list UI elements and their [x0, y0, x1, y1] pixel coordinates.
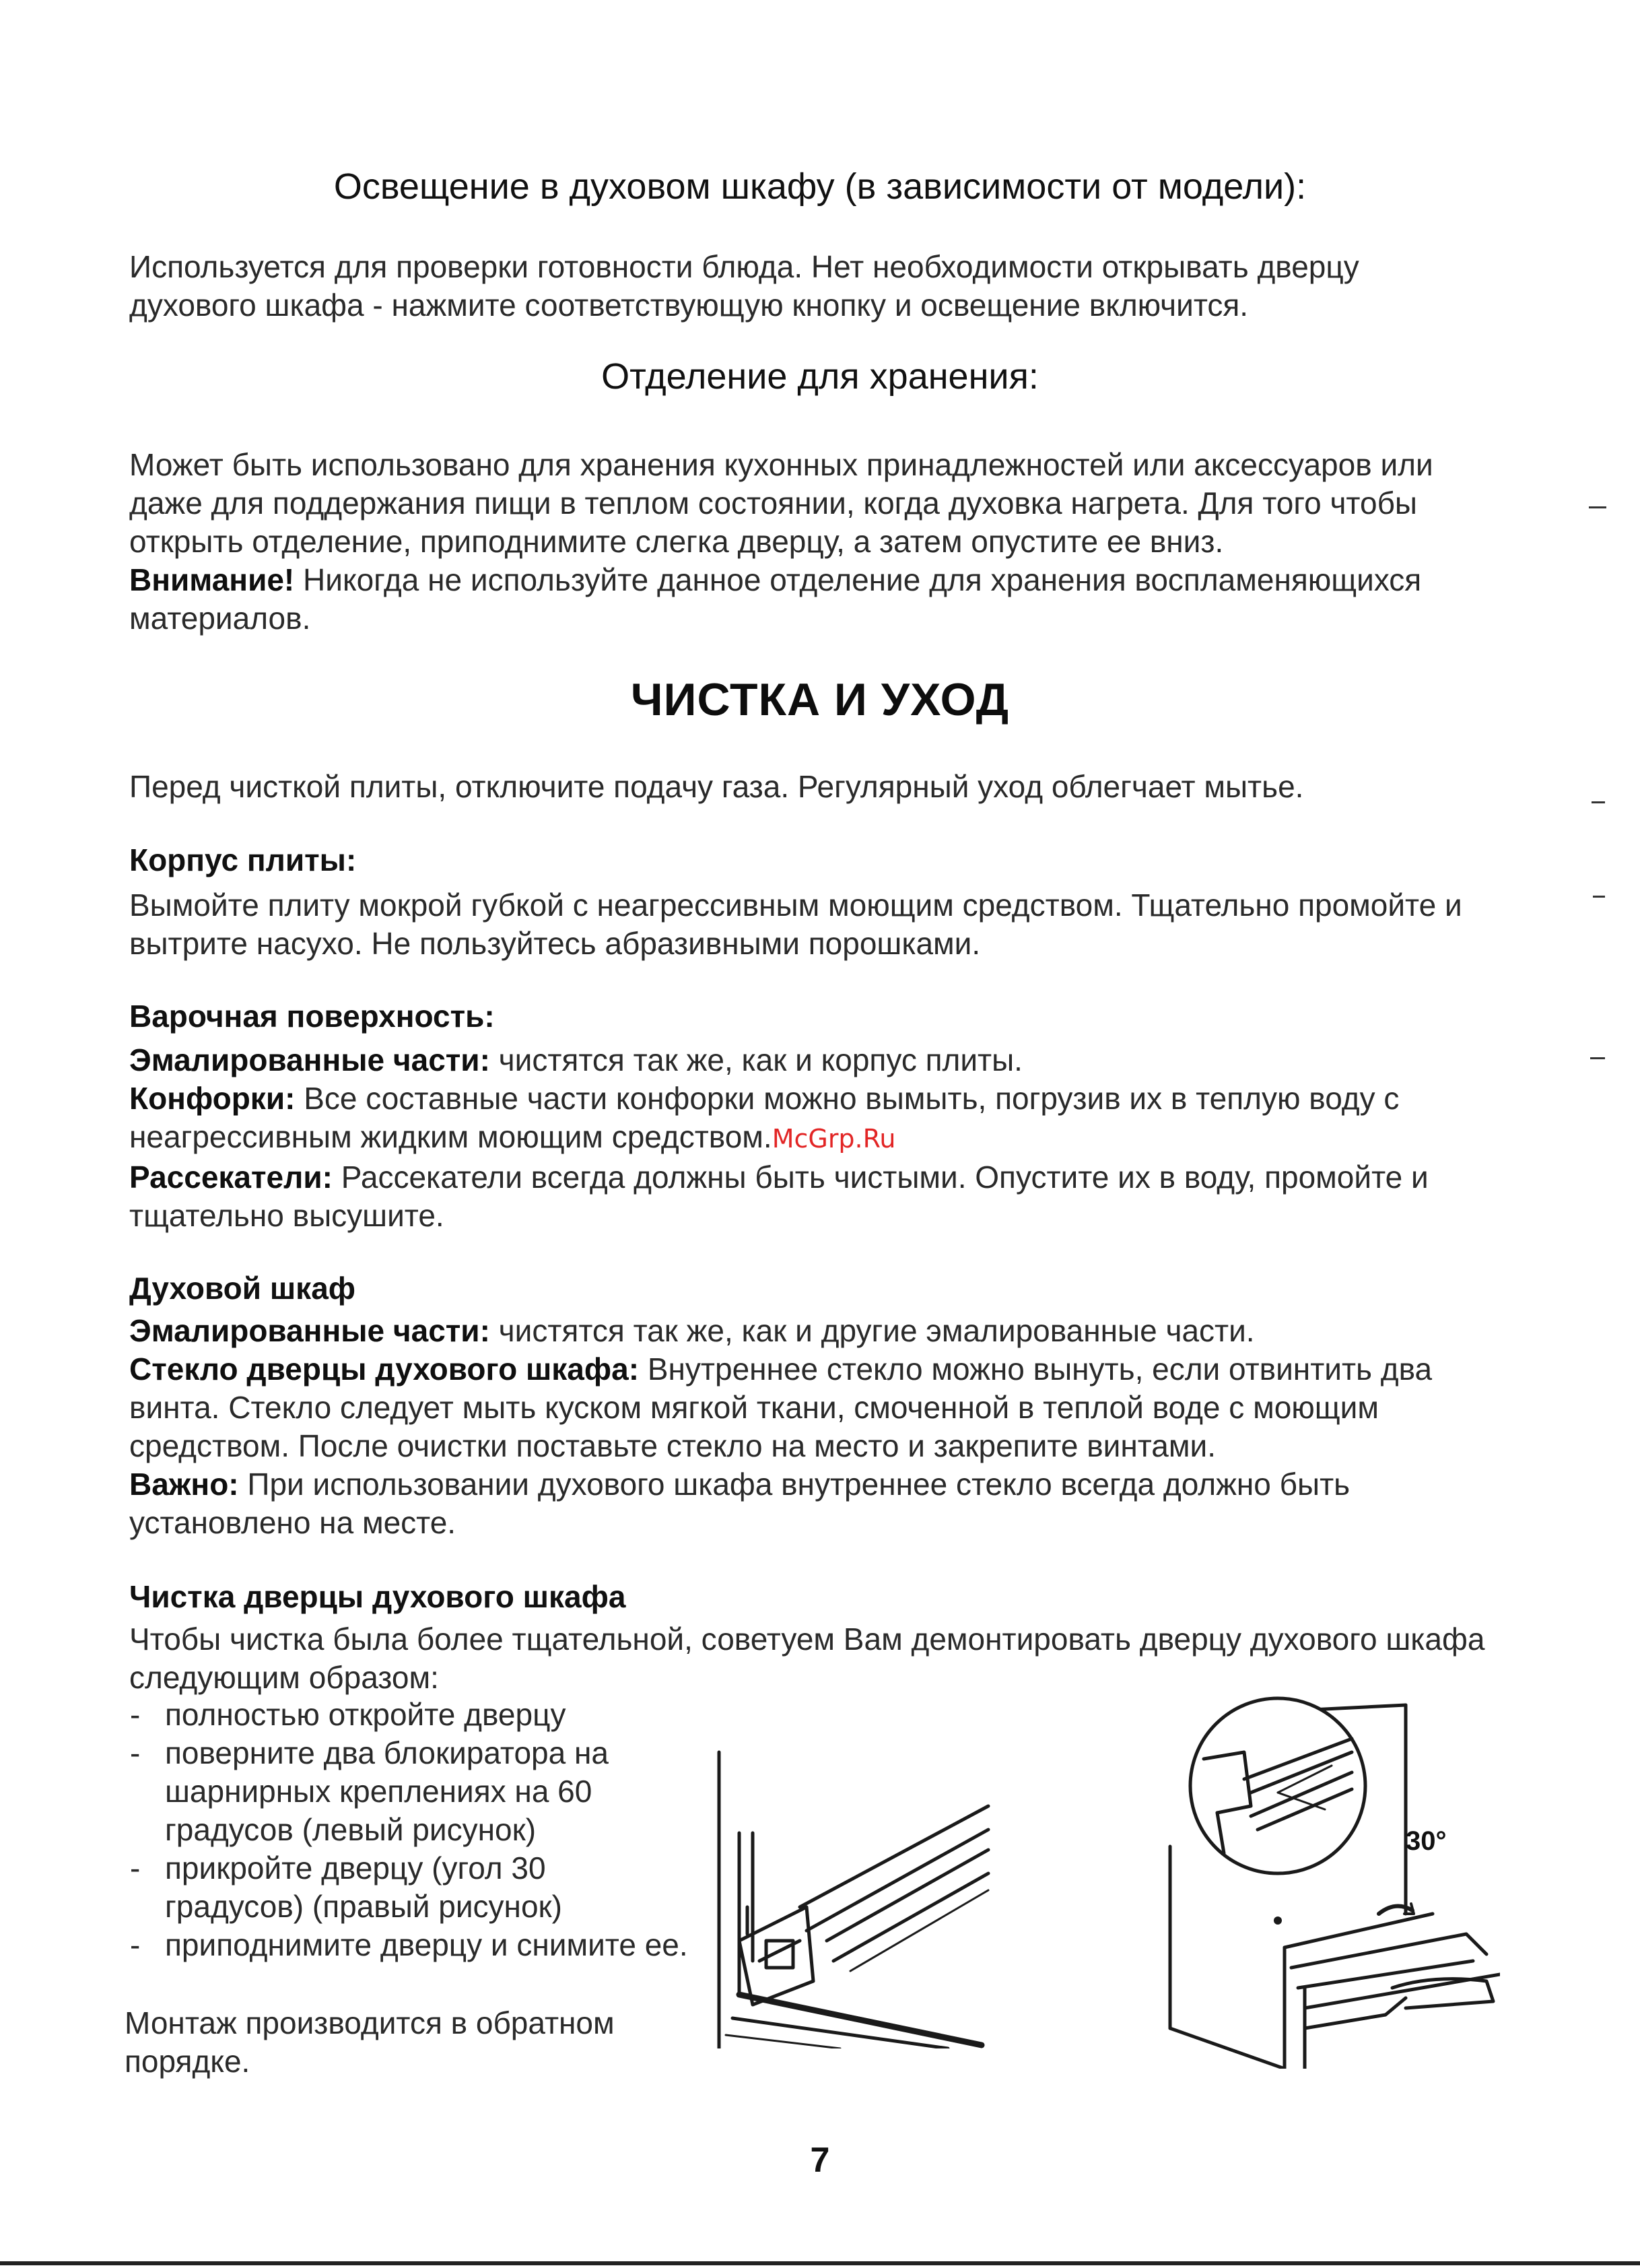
oven-enamel-label: Эмалированные части: [129, 1313, 490, 1348]
storage-warning-text: Никогда не используйте данное отделение для хранения воспламеняющихся материалов. [129, 562, 1422, 636]
margin-speck [1592, 801, 1605, 803]
storage-paragraph [129, 446, 1489, 638]
hinge-figure-right [1150, 1692, 1500, 2069]
watermark: McGrp.Ru [772, 1124, 896, 1154]
oven-glass-text: Внутреннее стекло можно вынуть, если отвинтить два винта. Стекло следует мыть куском мягкой ткани, смоченной в теплой воде с моющим средством. После очистки поставьте стекло на место и закрепите винтами. [129, 1352, 1433, 1463]
door-intro: Чтобы чистка была более тщательной, советуем Вам демонтировать дверцу духового шкафа следующим образом: [129, 1622, 1485, 1695]
oven-enamel-text: чистятся так же, как и другие эмалированные части. [489, 1313, 1255, 1348]
hob-burners-text: Все составные части конфорки можно вымыть, погрузив их в теплую воду с неагрессивным жидким моющим средством. [129, 1081, 1400, 1154]
hob-spreaders-text: Рассекатели всегда должны быть чистыми. Опустите их в воду, промойте и тщательно высушите. [129, 1160, 1429, 1233]
door-angle-label: 30° [1406, 1826, 1447, 1856]
door-step: - поверните два блокиратора на шарнирных креплениях на 60 градусов (левый рисунок) [125, 1734, 690, 1849]
oven-glass-label: Стекло дверцы духового шкафа: [129, 1352, 640, 1387]
hinge-figure-left [712, 1739, 995, 2048]
hob-heading: Варочная поверхность: [129, 999, 495, 1034]
hob-enamel-text: чистятся так же, как и корпус плиты. [489, 1042, 1023, 1077]
door-heading: Чистка дверцы духового шкафа [129, 1579, 626, 1614]
door-step: - прикройте дверцу (угол 30 градусов) (правый рисунок) [125, 1849, 690, 1926]
lighting-heading: Освещение в духовом шкафу (в зависимости от модели): [333, 166, 1307, 207]
lighting-paragraph: Используется для проверки готовности блюда. Нет необходимости открывать дверцу духового шкафа - нажмите соответствующую кнопку и освещение включится. [129, 249, 1359, 323]
hob-burners-label: Конфорки: [129, 1081, 296, 1116]
bottom-edge [0, 2261, 1640, 2265]
storage-warning-label: Внимание! [129, 562, 295, 597]
hob-paragraph [129, 1041, 1489, 1235]
oven-paragraph [129, 1312, 1489, 1542]
body-paragraph: Вымойте плиту мокрой губкой с неагрессивным моющим средством. Тщательно промойте и вытрите насухо. Не пользуйтесь абразивными порошками. [129, 888, 1462, 961]
care-intro: Перед чисткой плиты, отключите подачу газа. Регулярный уход облегчает мытье. [129, 769, 1304, 804]
margin-speck [1590, 1057, 1605, 1059]
care-heading: ЧИСТКА И УХОД [630, 674, 1010, 725]
margin-speck [1589, 506, 1606, 508]
storage-heading: Отделение для хранения: [601, 356, 1039, 397]
oven-important-text: При использовании духового шкафа внутреннее стекло всегда должно быть установлено на месте. [129, 1467, 1351, 1540]
body-heading: Корпус плиты: [129, 842, 357, 877]
margin-speck [1593, 896, 1605, 898]
hob-enamel-label: Эмалированные части: [129, 1042, 490, 1077]
oven-heading: Духовой шкаф [129, 1271, 356, 1306]
hob-spreaders-label: Рассекатели: [129, 1160, 333, 1195]
storage-text: Может быть использовано для хранения кухонных принадлежностей или аксессуаров или даже для поддержания пищи в теплом состоянии, когда духовка нагрета. Для того чтобы открыть отделение, приподнимите слегка дверцу, а затем опустите ее вниз. [129, 447, 1433, 559]
door-step: - приподнимите дверцу и снимите ее. [125, 1926, 690, 1964]
page-number: 7 [810, 2141, 830, 2180]
door-outro: Монтаж производится в обратном порядке. [125, 2005, 615, 2079]
door-steps-list [125, 1696, 690, 1964]
oven-important-label: Важно: [129, 1467, 239, 1502]
door-step: - полностью откройте дверцу [125, 1696, 690, 1734]
